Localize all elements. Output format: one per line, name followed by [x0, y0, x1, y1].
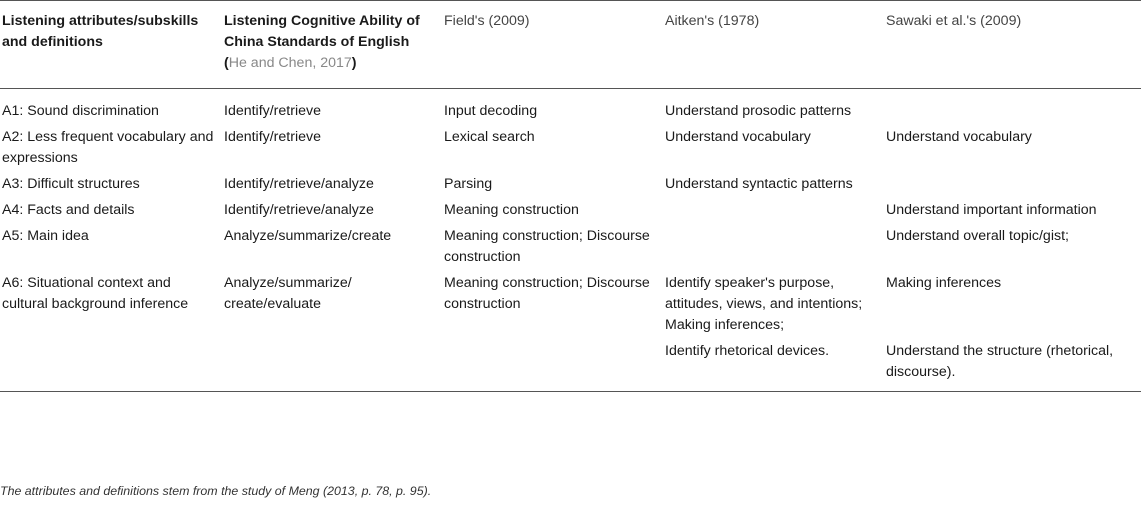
cell-attribute: [0, 341, 222, 392]
cell-sawaki: [884, 174, 1141, 200]
table-row: [0, 273, 1141, 341]
cell-attribute: A5: Main idea: [2, 228, 89, 244]
he-chen-citation-link[interactable]: He and Chen, 2017: [228, 55, 352, 71]
table-footnote: The attributes and definitions stem from the study of Meng (2013, p. 78, p. 95).: [0, 484, 432, 498]
cell-sawaki: Understand important information: [886, 202, 1097, 218]
cell-cse: Identify/retrieve: [224, 129, 321, 145]
table-row: [0, 200, 1141, 226]
header-aitken: Aitken's (1978): [665, 13, 760, 29]
cell-field: Meaning construction; Discourse construction: [444, 275, 650, 312]
cell-cse: Analyze/summarize/ create/evaluate: [224, 275, 352, 312]
header-cse-close: ): [351, 55, 357, 71]
table-header: [0, 1, 1141, 89]
header-row: [0, 1, 1141, 89]
cell-sawaki: [884, 89, 1141, 128]
table-row: [0, 89, 1141, 128]
cell-cse: Analyze/summarize/create: [224, 228, 392, 244]
cell-cse: Identify/retrieve/analyze: [224, 202, 374, 218]
cell-attribute: A4: Facts and details: [2, 202, 135, 218]
cell-aitken: Identify speaker's purpose, attitudes, views, and intentions; Making inferences;: [665, 275, 863, 333]
cell-attribute: A6: Situational context and cultural background inference: [2, 275, 189, 312]
header-sawaki: Sawaki et al.'s (2009): [886, 13, 1022, 29]
cell-aitken: [663, 226, 884, 273]
table-row: [0, 226, 1141, 273]
cell-aitken: Identify rhetorical devices.: [665, 343, 830, 359]
cell-sawaki: Understand the structure (rhetorical, discourse).: [886, 343, 1114, 380]
header-cse: [222, 1, 442, 89]
cell-attribute: A1: Sound discrimination: [2, 103, 159, 119]
cell-sawaki: Understand vocabulary: [886, 129, 1032, 145]
table-row: [0, 127, 1141, 174]
cell-field: [442, 341, 663, 392]
table-body: [0, 89, 1141, 392]
cell-aitken: Understand vocabulary: [665, 129, 811, 145]
table-row: [0, 174, 1141, 200]
cell-cse: Identify/retrieve: [224, 103, 321, 119]
cell-field: Parsing: [444, 176, 493, 192]
cell-attribute: A3: Difficult structures: [2, 176, 140, 192]
cell-aitken: Understand prosodic patterns: [665, 103, 852, 119]
header-attributes: Listening attributes/subskills and definitions: [2, 13, 199, 50]
cell-field: Meaning construction; Discourse construction: [444, 228, 650, 265]
header-cse-text: Listening Cognitive Ability of China Standards of English (: [224, 13, 420, 71]
cell-aitken: Understand syntactic patterns: [665, 176, 853, 192]
table-row: [0, 341, 1141, 392]
cell-field: Input decoding: [444, 103, 538, 119]
cell-aitken: [663, 200, 884, 226]
cell-attribute: A2: Less frequent vocabulary and expressions: [2, 129, 214, 166]
cell-field: Lexical search: [444, 129, 535, 145]
cell-cse: [222, 341, 442, 392]
cell-field: Meaning construction: [444, 202, 579, 218]
cell-sawaki: Understand overall topic/gist;: [886, 228, 1069, 244]
header-field: Field's (2009): [444, 13, 530, 29]
cell-sawaki: Making inferences: [886, 275, 1002, 291]
cell-cse: Identify/retrieve/analyze: [224, 176, 374, 192]
